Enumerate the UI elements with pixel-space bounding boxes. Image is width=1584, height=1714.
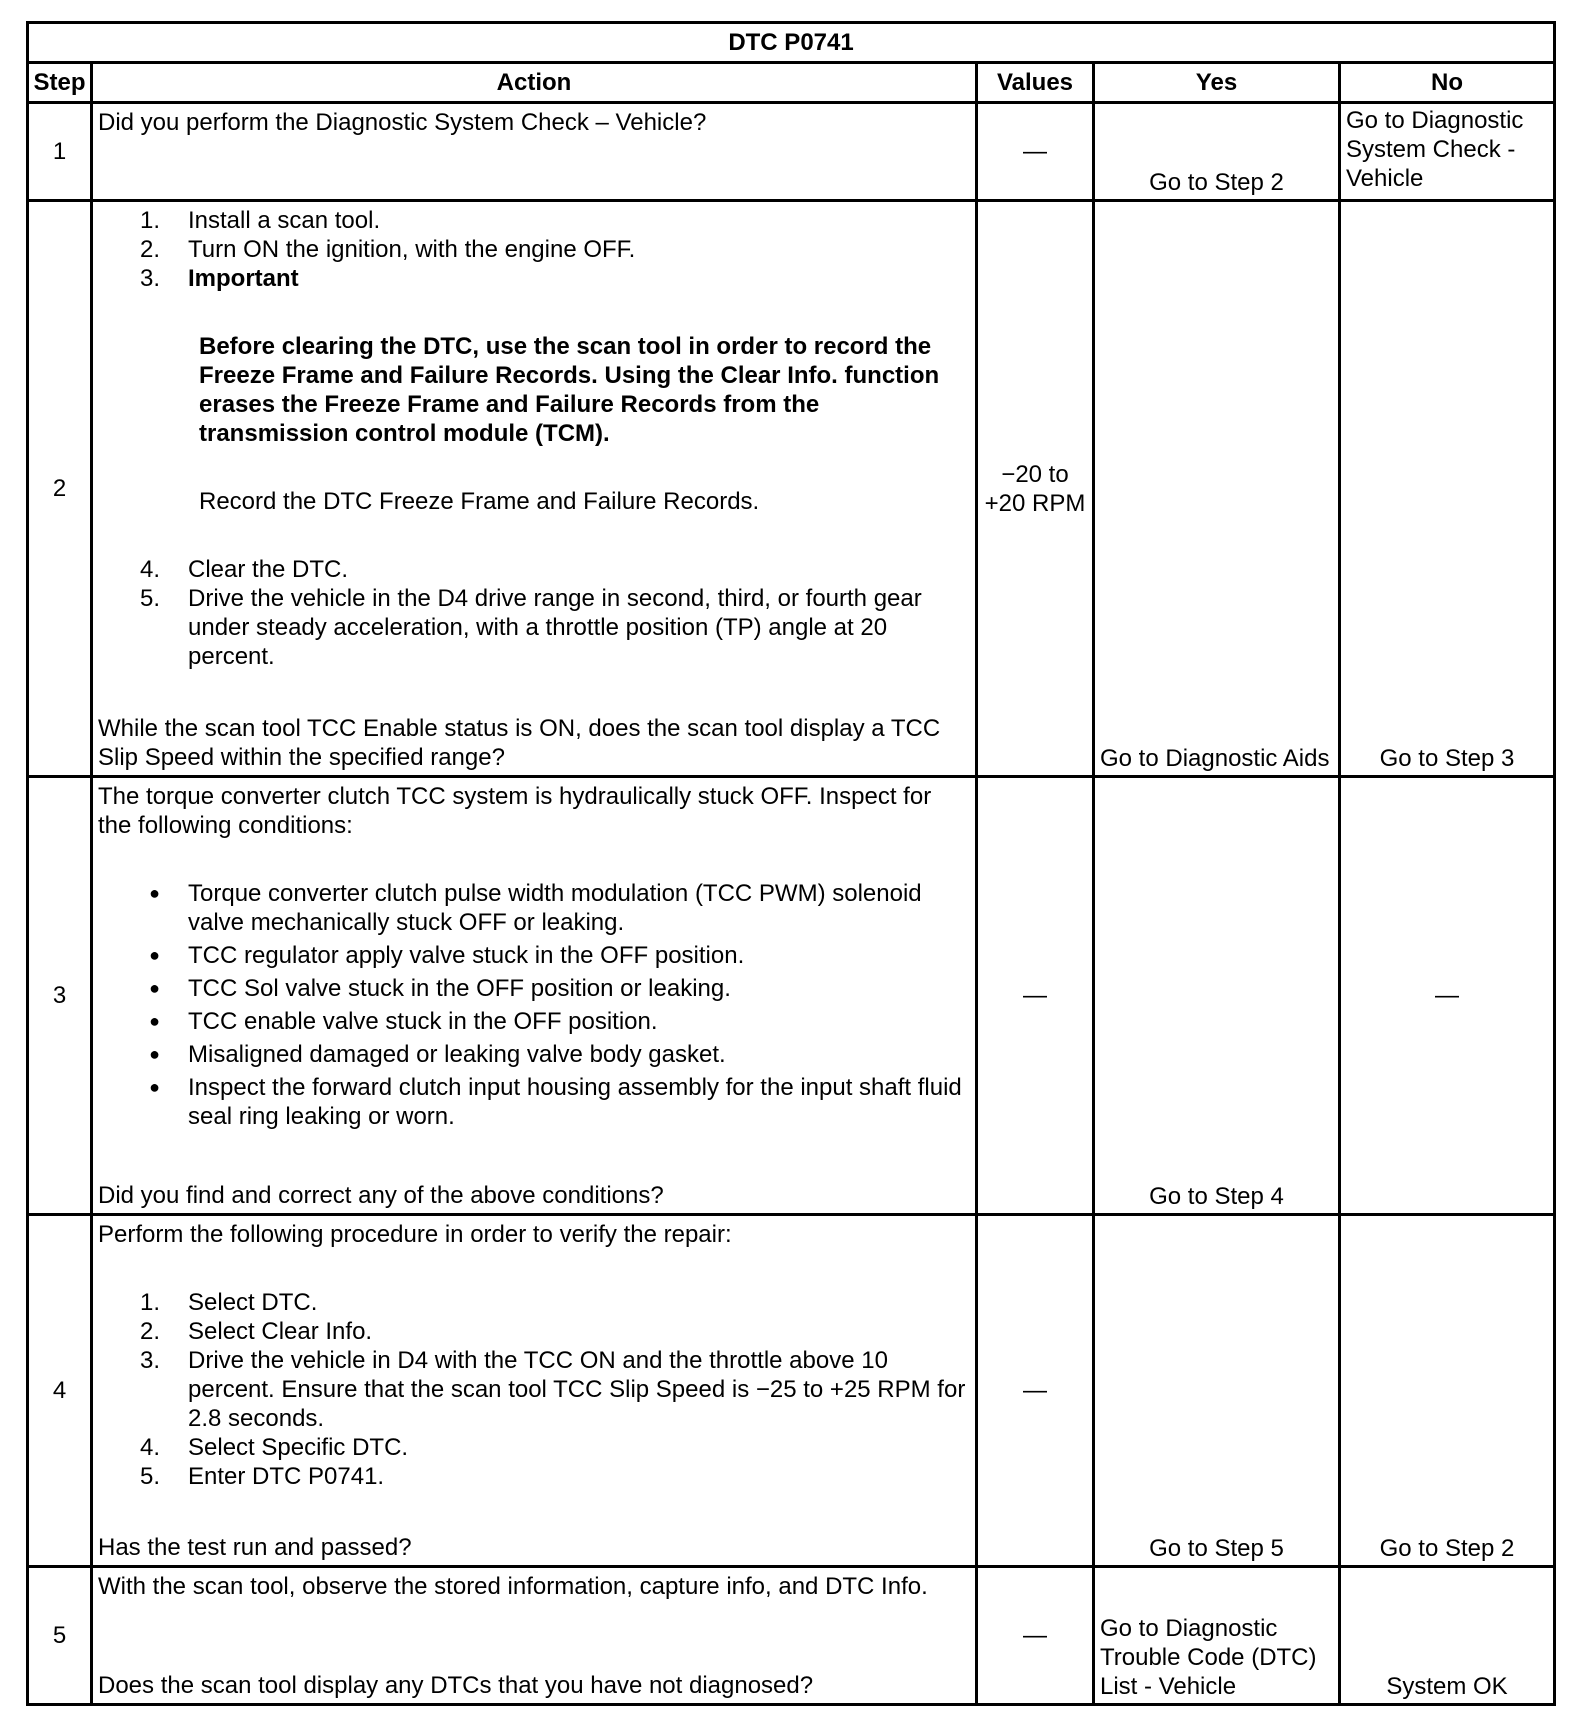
step-number: 5 [28, 1567, 92, 1705]
table-row-step-2 [28, 201, 1555, 777]
table-row-step-3 [28, 777, 1555, 1215]
no-link[interactable]: Go to Diagnostic System Check - Vehicle [1346, 107, 1524, 192]
no-link[interactable]: Go to Step 2 [1379, 1535, 1515, 1562]
yes-cell [1094, 1215, 1340, 1567]
action-question: Does the scan tool display any DTCs that you have not diagnosed? [98, 1672, 814, 1699]
yes-cell [1094, 201, 1340, 777]
action-question: Has the test run and passed? [98, 1534, 412, 1561]
step-number: 2 [28, 201, 92, 777]
list-item: 3. Drive the vehicle in D4 with the TCC ON and the throttle above 10 percent. Ensure that the scan tool TCC Slip Speed is −25 to +25 RPM for 2.8 seconds. [139, 1347, 966, 1432]
action-intro: The torque converter clutch TCC system is hydraulically stuck OFF. Inspect for the following conditions: [98, 783, 932, 839]
list-item: ● TCC regulator apply valve stuck in the OFF position. [149, 942, 745, 969]
no-link[interactable]: Go to Step 3 [1379, 745, 1515, 772]
action-question: Did you perform the Diagnostic System Check – Vehicle? [98, 109, 707, 136]
no-cell [1340, 201, 1555, 777]
important-label: Important [188, 265, 299, 292]
value-cell: — [977, 1567, 1094, 1705]
list-item: 2. Turn ON the ignition, with the engine OFF. [139, 236, 636, 263]
no-cell: — [1340, 777, 1555, 1215]
action-cell [92, 1567, 977, 1705]
step-number: 1 [28, 103, 92, 201]
yes-cell [1094, 103, 1340, 201]
list-item: ● Inspect the forward clutch input housing assembly for the input shaft fluid seal ring leaking or worn. [149, 1074, 962, 1130]
action-cell [92, 1215, 977, 1567]
conditions-list [98, 879, 971, 1131]
yes-link[interactable]: Go to Diagnostic Trouble Code (DTC) List - Vehicle [1100, 1615, 1317, 1700]
list-item: 4. Clear the DTC. [139, 556, 349, 583]
step-number: 4 [28, 1215, 92, 1567]
yes-cell [1094, 777, 1340, 1215]
action-cell [92, 201, 977, 777]
procedure-list [98, 206, 971, 293]
yes-link[interactable]: Go to Step 4 [1149, 1183, 1284, 1210]
dtc-table [26, 21, 1556, 1706]
list-item: 1. Install a scan tool. [139, 207, 381, 234]
action-cell [92, 103, 977, 201]
list-item: 2. Select Clear Info. [139, 1318, 373, 1345]
list-item: 1. Select DTC. [139, 1289, 318, 1316]
value-cell: — [977, 777, 1094, 1215]
no-cell [1340, 1567, 1555, 1705]
yes-cell [1094, 1567, 1340, 1705]
dtc-document [26, 21, 1553, 1706]
list-item: 3. Important [98, 264, 971, 293]
list-item: 5. Drive the vehicle in the D4 drive range in second, third, or fourth gear under steady acceleration, with a throttle position (TP) angle at 20 percent. [139, 585, 922, 670]
step-number: 3 [28, 777, 92, 1215]
table-row-step-5 [28, 1567, 1555, 1705]
yes-link[interactable]: Go to Step 5 [1149, 1535, 1284, 1562]
list-item: ● Misaligned damaged or leaking valve body gasket. [149, 1041, 726, 1068]
table-row-step-4 [28, 1215, 1555, 1567]
no-cell [1340, 1215, 1555, 1567]
procedure-list-continued [98, 555, 971, 671]
header-yes: Yes [1094, 63, 1340, 103]
important-note: Before clearing the DTC, use the scan tool in order to record the Freeze Frame and Failure Records. Using the Clear Info. function erases the Freeze Frame and Failure Records from the transmission control module (TCM). [199, 333, 940, 447]
list-item: 5. Enter DTC P0741. [139, 1463, 385, 1490]
table-title: DTC P0741 [28, 23, 1555, 63]
action-cell [92, 777, 977, 1215]
list-item: ● TCC enable valve stuck in the OFF position. [149, 1008, 658, 1035]
value-cell: −20 to +20 RPM [977, 201, 1094, 777]
header-action: Action [92, 63, 977, 103]
record-instruction: Record the DTC Freeze Frame and Failure Records. [199, 488, 760, 515]
table-row-step-1 [28, 103, 1555, 201]
action-question: Did you find and correct any of the above conditions? [98, 1182, 664, 1209]
value-cell: — [977, 1215, 1094, 1567]
yes-link[interactable]: Go to Diagnostic Aids [1100, 745, 1330, 772]
yes-link[interactable]: Go to Step 2 [1149, 169, 1284, 196]
no-cell [1340, 103, 1555, 201]
list-item: 4. Select Specific DTC. [139, 1434, 409, 1461]
value-cell: — [977, 103, 1094, 201]
action-intro: With the scan tool, observe the stored information, capture info, and DTC Info. [98, 1573, 928, 1600]
header-step: Step [28, 63, 92, 103]
action-intro: Perform the following procedure in order to verify the repair: [98, 1221, 732, 1248]
list-item: ● Torque converter clutch pulse width modulation (TCC PWM) solenoid valve mechanically stuck OFF or leaking. [149, 880, 922, 936]
action-question: While the scan tool TCC Enable status is ON, does the scan tool display a TCC Slip Speed within the specified range? [98, 715, 941, 771]
no-result: System OK [1386, 1673, 1508, 1700]
procedure-list [98, 1288, 971, 1491]
list-item: ● TCC Sol valve stuck in the OFF position or leaking. [149, 975, 731, 1002]
header-no: No [1340, 63, 1555, 103]
header-values: Values [977, 63, 1094, 103]
